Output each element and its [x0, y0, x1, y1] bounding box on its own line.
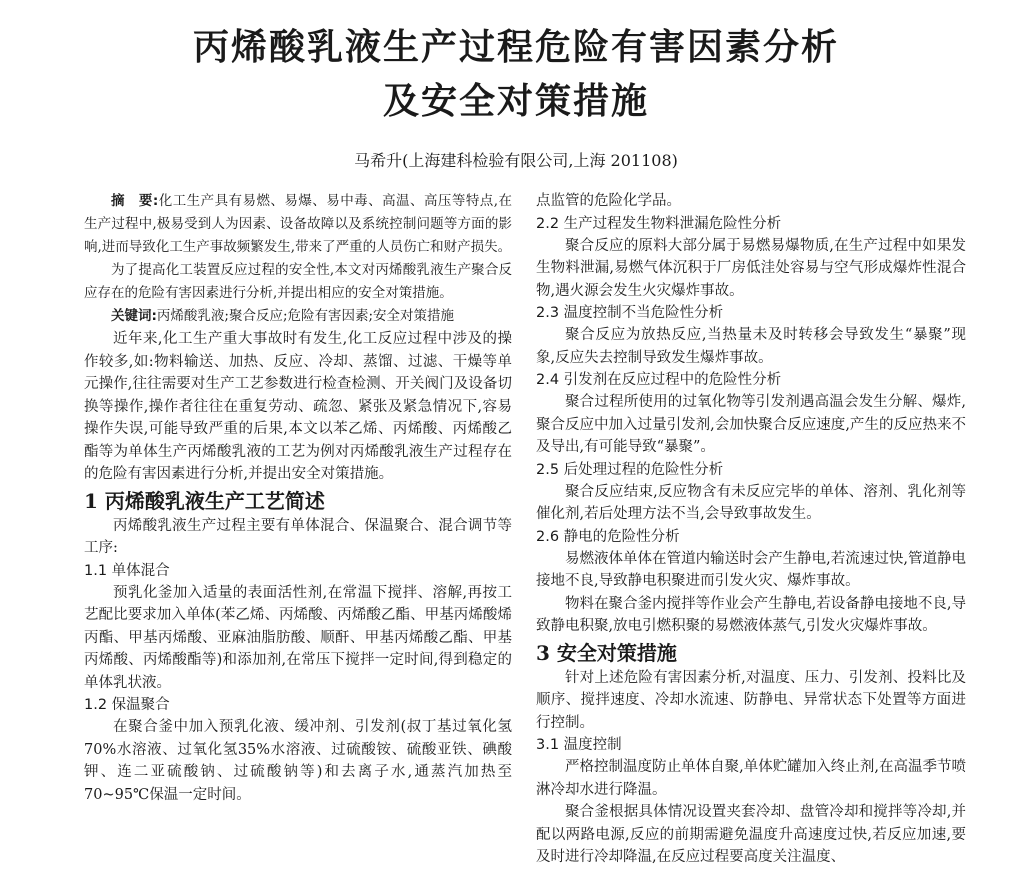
section-2-3-heading: 2.3 温度控制不当危险性分析: [536, 305, 724, 321]
section-3-heading: 3 安全对策措施: [536, 640, 677, 665]
section-2-2-heading: 2.2 生产过程发生物料泄漏危险性分析: [536, 215, 782, 232]
abstract-paragraph: [84, 190, 512, 259]
author-affiliation: 马希升(上海建科检验有限公司,上海 201108): [354, 151, 678, 170]
section-2-3-text: 聚合反应为放热反应,当热量未及时转移会导致发生“暴聚”现象,反应失去控制导致发生爆炸事故。: [536, 327, 966, 366]
section-2-4-text: 聚合过程所使用的过氧化物等引发剂遇高温会发生分解、爆炸,聚合反应中加入过量引发剂,会加快聚合反应速度,产生的反应热来不及导出,有可能导致“暴聚”。: [536, 394, 966, 455]
section-3-text: 针对上述危险有害因素分析,对温度、压力、引发剂、投料比及顺序、搅拌速度、冷却水流速、防静电、异常状态下处置等方面进行控制。: [536, 669, 966, 731]
section-2-6-heading: 2.6 静电的危险性分析: [536, 528, 680, 545]
left-column: [84, 190, 512, 806]
keywords-paragraph: [84, 305, 512, 328]
section-2-2-text: 聚合反应的原料大部分属于易燃易爆物质,在生产过程中如果发生物料泄漏,易燃气体沉积于厂房低洼处容易与空气形成爆炸性混合物,遇火源会发生火灾爆炸事故。: [536, 237, 966, 299]
page-title-line-2: 及安全对策措施: [382, 81, 649, 122]
section-1-1-text: 预乳化釜加入适量的表面活性剂,在常温下搅拌、溶解,再按工艺配比要求加入单体(苯乙烯、丙烯酸、丙烯酸乙酯、甲基丙烯酸烯丙酯、甲基丙烯酸、亚麻油脂肪酸、顺酐、甲基丙烯酸乙酯、甲基丙烯酸、丙烯酸酯等)和添加剂,在常压下搅拌一定时间,得到稳定的单体乳状液。: [84, 584, 512, 691]
abstract-label: 摘 要:: [111, 193, 159, 209]
right-column: [536, 190, 966, 869]
section-2-5-heading: 2.5 后处理过程的危险性分析: [536, 461, 724, 478]
section-1-1-heading: 1.1 单体混合: [84, 562, 170, 579]
section-1-2-text: 在聚合釜中加入预乳化液、缓冲剂、引发剂(叔丁基过氧化氢70%水溶液、过氧化氢35%水溶液、过硫酸铵、硫酸亚铁、碘酸钾、连二亚硫酸钠、过硫酸钠等)和去离子水,通蒸汽加热至70~95℃保温一定时间。: [84, 719, 512, 803]
section-2-6-text-2: 物料在聚合釜内搅拌等作业会产生静电,若设备静电接地不良,导致静电积聚,放电引燃积聚的易燃液体蒸气,引发火灾爆炸事故。: [536, 595, 966, 634]
abstract-text: 化工生产具有易燃、易爆、易中毒、高温、高压等特点,在生产过程中,极易受到人为因素、设备故障以及系统控制问题等方面的影响,进而导致化工生产事故频繁发生,带来了严重的人员伤亡和财产损失。: [84, 193, 512, 255]
intro-paragraph: 近年来,化工生产重大事故时有发生,化工反应过程中涉及的操作较多,如:物料输送、加热、反应、冷却、蒸馏、过滤、干燥等单元操作,往往需要对生产工艺参数进行检查检测、开关阀门及设备切换等操作,操作者往往在重复劳动、疏忽、紧张及紧急情况下,容易操作失误,可能导致严重的后果,本文以苯乙烯、丙烯酸、丙烯酸乙酯等为单体生产丙烯酸乳液的工艺为例对丙烯酸乳液生产过程存在的危险有害因素进行分析,并提出安全对策措施。: [84, 331, 512, 482]
continued-text: 点监管的危险化学品。: [536, 193, 681, 209]
section-3-1-heading: 3.1 温度控制: [536, 737, 622, 753]
keywords-label: 关键词:: [111, 308, 157, 324]
abstract-text-2: 为了提高化工装置反应过程的安全性,本文对丙烯酸乳液生产聚合反应存在的危险有害因素进行分析,并提出相应的安全对策措施。: [84, 262, 512, 301]
section-1-heading: 1 丙烯酸乳液生产工艺简述: [84, 488, 325, 513]
section-2-6-text-1: 易燃液体单体在管道内输送时会产生静电,若流速过快,管道静电接地不良,导致静电积聚进而引发火灾、爆炸事故。: [536, 550, 966, 589]
section-1-text: 丙烯酸乳液生产过程主要有单体混合、保温聚合、混合调节等工序:: [84, 517, 512, 556]
page-title-line-1: 丙烯酸乳液生产过程危险有害因素分析: [192, 27, 839, 68]
section-3-1-text-2: 聚合釜根据具体情况设置夹套冷却、盘管冷却和搅拌等冷却,并配以两路电源,反应的前期需避免温度升高速度过快,若反应加速,要及时进行冷却降温,在反应过程要高度关注温度、: [536, 804, 966, 865]
section-2-4-heading: 2.4 引发剂在反应过程中的危险性分析: [536, 372, 782, 388]
keywords-text: 丙烯酸乳液;聚合反应;危险有害因素;安全对策措施: [156, 308, 455, 324]
section-1-2-heading: 1.2 保温聚合: [84, 697, 170, 713]
section-3-1-text-1: 严格控制温度防止单体自聚,单体贮罐加入终止剂,在高温季节喷淋冷却水进行降温。: [536, 759, 966, 798]
section-2-5-text: 聚合反应结束,反应物含有未反应完毕的单体、溶剂、乳化剂等催化剂,若后处理方法不当,会导致事故发生。: [536, 483, 966, 522]
